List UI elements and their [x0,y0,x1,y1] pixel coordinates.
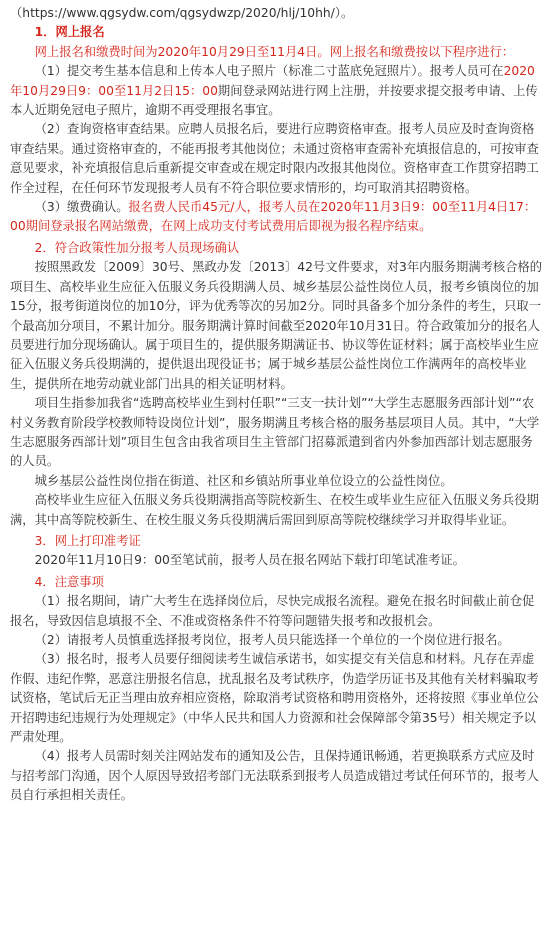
source-url-line: （https://www.qgsydw.com/qgsydwzp/2020/hlj/10hh/）。 [10,6,354,20]
section-1-item-1 [10,62,543,120]
section-4-item-1: （1）报名期间，请广大考生在选择岗位后，尽快完成报名流程。避免在报名时间截止前仓促报名，导致因信息填报不全、不准或资格条件不符等问题错失报考和改报机会。 [10,594,535,628]
section-4-item-2: （2）请报考人员慎重选择报考岗位，报考人员只能选择一个单位的一个岗位进行报名。 [34,633,510,647]
section-1-title: 1．网上报名 [34,25,105,40]
section-1-item-3-fee: 报名费人民币45元/人，报考人员在2020年11月3日9：00至11月4日17：00期间登录报名网站缴费，在网上成功支付考试费用后即视为报名程序结束。 [10,200,537,234]
section-1-item-1-part1: （1）提交考生基本信息和上传本人电子照片（标准二寸蓝底免冠照片）。报考人员可在 [34,64,504,79]
section-2-title: 2．符合政策性加分报考人员现场确认 [34,240,240,255]
section-3-para: 2020年11月10日9：00至笔试前，报考人员在报名网站下载打印笔试准考证。 [34,553,465,568]
section-3-title: 3．网上打印准考证 [34,533,141,548]
section-1-item-3-part1: （3）缴费确认。 [34,200,129,215]
section-1-item-3 [10,198,543,237]
section-2-para-2: 项目生指参加我省“选聘高校毕业生到村任职”“三支一扶计划”“大学生志愿服务西部计划”“农村义务教育阶段学校教师特设岗位计划”，服务期满且考核合格的服务基层项目人员。其中，“大学生志愿服务西部计划”项目生包含由我省项目生主管部门招募派遣到省内外参加西部计划志愿服务的人员。 [10,396,540,469]
section-4-item-3: （3）报名时，报考人员要仔细阅读考生诚信承诺书，如实提交有关信息和材料。凡存在弄虚作假、违纪作弊，恶意注册报名信息，扰乱报名及考试秩序，伪造学历证书及其他有关材料骗取考试资格，笔试后无正当理由放弃相应资格，除取消考试资格和聘用资格外，还将按照《事业单位公开招聘违纪违规行为处理规定》（中华人民共和国人力资源和社会保障部令第35号）相关规定予以严肃处理。 [10,652,539,745]
section-4-title: 4．注意事项 [34,574,104,589]
section-1-item-1-part2: 期间登录网站进行网上注册，并按要求提交报考申请、上传本人近期免冠电子照片，逾期不再受理报名事宜。 [10,83,538,118]
section-1-item-2: （2）查询资格审查结果。应聘人员报名后，要进行应聘资格审查。报考人员应及时查询资格审查结果。通过资格审查的，不能再报考其他岗位；未通过资格审查需补充填报信息的，可按审查意见要求，补充填报信息后重新提交审查或在规定时限内改报其他岗位。资格审查工作贯穿招聘工作全过程，在任何环节发现报考人员有不符合职位要求情形的，均可取消其招聘资格。 [10,122,539,195]
section-1-item-1-deadline: 2020年10月29日9：00至11月2日15：00 [10,64,535,98]
section-1-intro: 网上报名和缴费时间为2020年10月29日至11月4日。网上报名和缴费按以下程序进行： [34,44,515,59]
section-2-para-1: 按照黑政发〔2009〕30号、黑政办发〔2013〕42号文件要求，对3年内服务期满考核合格的项目生、高校毕业生应征入伍服义务兵役期满人员、城乡基层公益性岗位人员，报考乡镇岗位的加15分，报考街道岗位的加10分，评为优秀等次的另加2分。同时具备多个加分条件的考生，只取一个最高加分项目，不累计加分。服务期满计算时间截至2020年10月31日。符合政策加分的报名人员要进行加分现场确认。属于项目生的，提供服务期满证书、协议等佐证材料；属于高校毕业生应征入伍服义务兵役期满的，提供退出现役证书；属于城乡基层公益性岗位工作满两年的高校毕业生，提供所在地劳动就业部门出具的相关证明材料。 [10,260,543,391]
section-4-item-4: （4）报考人员需时刻关注网站发布的通知及公告，且保持通讯畅通，若更换联系方式应及时与招考部门沟通，因个人原因导致招考部门无法联系到报考人员造成错过考试任何环节的，报考人员自行承担相关责任。 [10,749,539,803]
section-2-para-3: 城乡基层公益性岗位指在街道、社区和乡镇站所事业单位设立的公益性岗位。 [34,473,453,488]
section-2-para-4: 高校毕业生应征入伍服义务兵役期满指高等院校新生、在校生或毕业生应征入伍服义务兵役期满，其中高等院校新生、在校生服义务兵役期满后需回到原高等院校继续学习并取得毕业证。 [10,493,539,527]
